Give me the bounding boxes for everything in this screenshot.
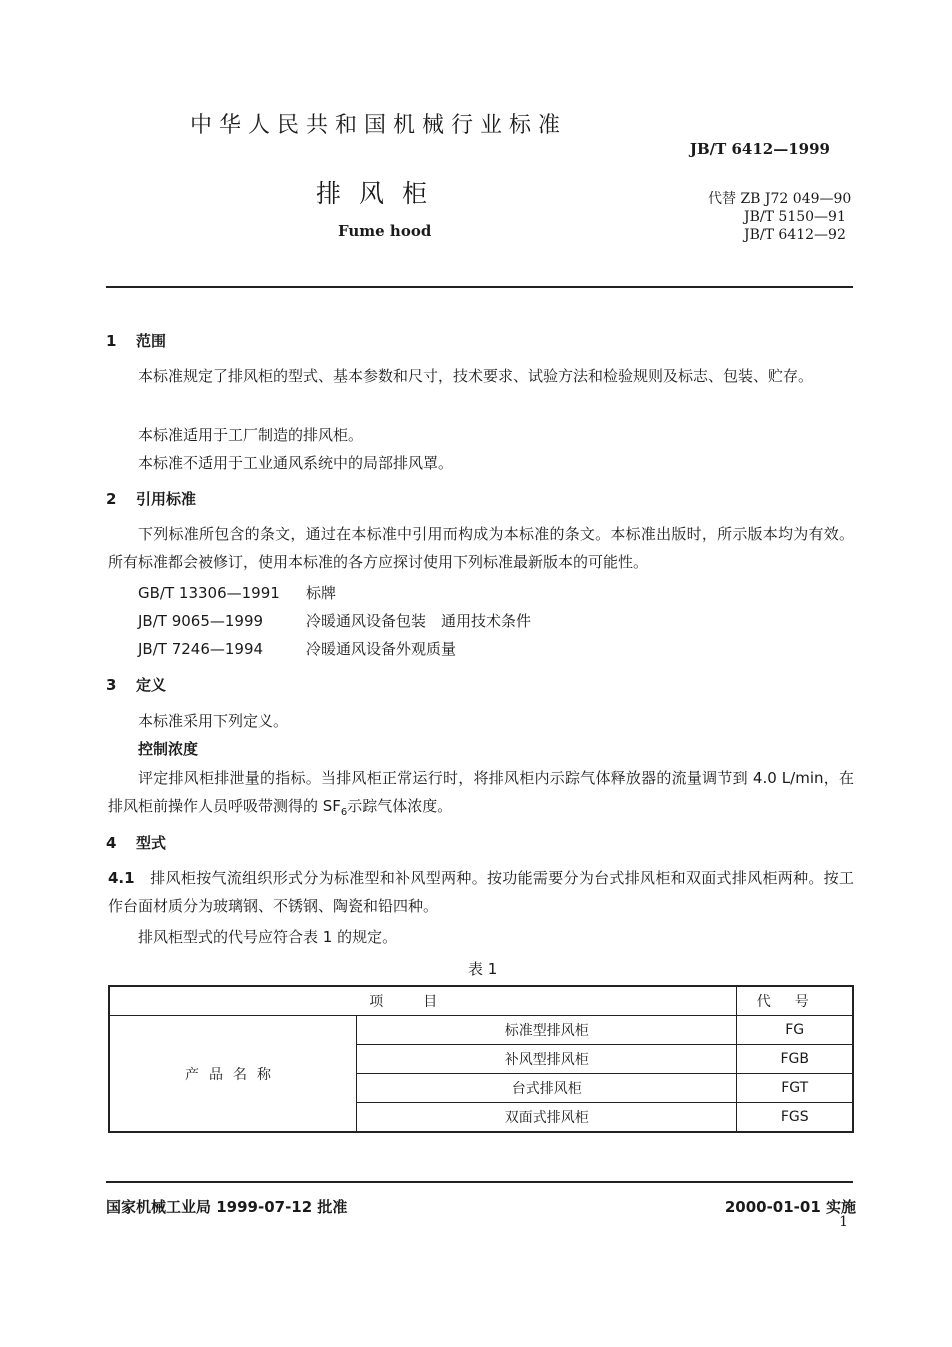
clause-text: 排风柜按气流组织形式分为标准型和补风型两种。按功能需要分为台式排风柜和双面式排风柜两种。按工作台面材质分为玻璃钢、不锈钢、陶瓷和铅四种。 <box>108 869 854 915</box>
definition <box>108 764 854 827</box>
definition-text: 示踪气体浓度。 <box>347 797 453 815</box>
clause-4-1 <box>108 864 854 920</box>
approval-statement: 国家机械工业局 1999-07-12 批准 <box>106 1198 348 1216</box>
document-title: 排风柜 <box>316 179 446 208</box>
header-rule <box>106 286 853 288</box>
table-1 <box>108 985 854 1133</box>
effective-date: 2000-01-01 实施 <box>724 1198 856 1216</box>
reference-item <box>138 610 531 631</box>
product-name: 补风型排风柜 <box>357 1045 737 1074</box>
section-2-heading <box>106 488 196 509</box>
reference-code: GB/T 13306—1991 <box>138 584 280 602</box>
table-caption: 表 1 <box>468 960 498 978</box>
paragraph: 排风柜型式的代号应符合表 1 的规定。 <box>138 928 398 946</box>
section-number: 3 <box>106 676 117 694</box>
table-header-row <box>109 986 853 1016</box>
section-1-heading <box>106 330 166 351</box>
header-code: 代号 <box>737 986 853 1016</box>
reference-code: JB/T 7246—1994 <box>138 640 264 658</box>
section-title: 引用标准 <box>136 490 197 508</box>
reference-name: 冷暖通风设备外观质量 <box>306 640 457 658</box>
replaced-standard: JB/T 5150—91 <box>744 209 846 225</box>
paragraph: 本标准不适用于工业通风系统中的局部排风罩。 <box>138 454 454 472</box>
definition-text: 评定排风柜排泄量的指标。当排风柜正常运行时，将排风柜内示踪气体释放器的流量调节到 4.0 L/min，在排风柜前操作人员呼吸带测得的 SF <box>108 769 854 815</box>
replaced-standard: 代替 ZB J72 049—90 <box>708 191 852 207</box>
paragraph: 本标准采用下列定义。 <box>138 712 289 730</box>
page-number: 1 <box>839 1214 848 1230</box>
product-name: 双面式排风柜 <box>357 1103 737 1133</box>
section-title: 型式 <box>136 834 167 852</box>
product-code: FGT <box>737 1074 853 1103</box>
paragraph: 本标准适用于工厂制造的排风柜。 <box>138 426 364 444</box>
section-title: 定义 <box>136 676 167 694</box>
product-code: FGB <box>737 1045 853 1074</box>
paragraph: 下列标准所包含的条文，通过在本标准中引用而构成为本标准的条文。本标准出版时，所示版本均为有效。所有标准都会被修订，使用本标准的各方应探讨使用下列标准最新版本的可能性。 <box>108 525 854 571</box>
section-4-heading <box>106 832 166 853</box>
reference-code: JB/T 9065—1999 <box>138 612 264 630</box>
section-number: 1 <box>106 332 117 350</box>
section-title: 范围 <box>136 332 167 350</box>
reference-item <box>138 582 336 603</box>
product-code: FGS <box>737 1103 853 1133</box>
table-row <box>109 1016 853 1045</box>
subscript: 6 <box>340 807 348 818</box>
replaced-standards <box>708 190 851 244</box>
document-subtitle-en: Fume hood <box>338 222 432 240</box>
reference-name: 冷暖通风设备包装 通用技术条件 <box>306 612 532 630</box>
reference-item <box>138 638 456 659</box>
clause-number: 4.1 <box>108 869 135 887</box>
reference-name: 标牌 <box>306 584 337 602</box>
footer-rule <box>106 1181 853 1183</box>
section-3-heading <box>106 674 166 695</box>
section-number: 2 <box>106 490 117 508</box>
section-number: 4 <box>106 834 117 852</box>
standard-code: JB/T 6412—1999 <box>689 140 830 158</box>
header-item: 项目 <box>109 986 737 1016</box>
product-code: FG <box>737 1016 853 1045</box>
paragraph: 本标准规定了排风柜的型式、基本参数和尺寸，技术要求、试验方法和检验规则及标志、包装、贮存。 <box>138 367 814 385</box>
issuing-organization: 中华人民共和国机械行业标准 <box>190 113 568 138</box>
defined-term: 控制浓度 <box>138 740 199 758</box>
replaced-standard: JB/T 6412—92 <box>744 227 846 243</box>
group-label: 产品名称 <box>109 1016 357 1133</box>
product-name: 标准型排风柜 <box>357 1016 737 1045</box>
product-name: 台式排风柜 <box>357 1074 737 1103</box>
